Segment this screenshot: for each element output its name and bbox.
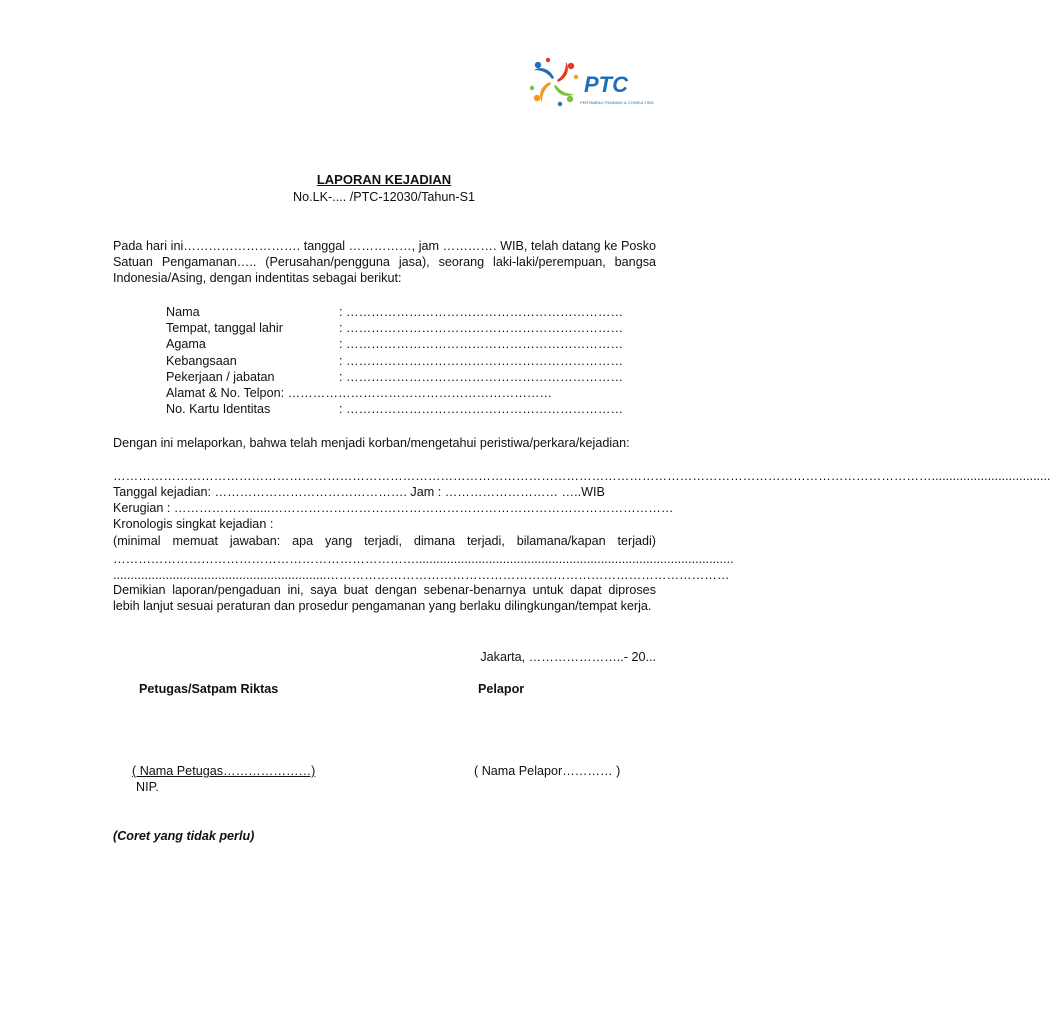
field-label: Tempat, tanggal lahir xyxy=(166,321,283,336)
field-row-occupation xyxy=(166,369,656,385)
field-label: Nama xyxy=(166,305,200,319)
logo-subtext: PERTAMINA TRAINING & CONSULTING xyxy=(580,100,654,105)
logo-text: PTC xyxy=(584,72,628,97)
chronology-label: Kronologis singkat kejadian : xyxy=(113,517,274,531)
field-row-nationality xyxy=(166,353,656,369)
loss-line: Kerugian : ………………......…………………………………………………………………………………… xyxy=(113,501,674,515)
field-label: No. Kartu Identitas xyxy=(166,402,271,417)
field-row-id-card xyxy=(166,401,656,417)
intro-paragraph: Pada hari ini………………………. tanggal ……………, jam …………. WIB, telah datang ke Posko Satuan Pengamanan….. (Perusahan/pengguna jasa), seorang laki-laki/perempuan, bangsa Indonesia/Asing, dengan indentitas sebagai berikut: xyxy=(113,239,656,286)
officer-title: Petugas/Satpam Riktas xyxy=(139,682,279,696)
closing-paragraph: Demikian laporan/pengaduan ini, saya buat dengan sebenar-benarnya untuk dapat diproses lebih lanjut sesuai peraturan dan prosedur pengamanan yang berlaku dilingkungan/tempat kerja. xyxy=(113,583,656,614)
document-number: No.LK-.... /PTC-12030/Tahun-S1 xyxy=(293,190,475,205)
field-value: : ………………………………………………………… xyxy=(339,402,624,417)
dotted-line: .............................................................…………………………………………………………………………………… xyxy=(113,568,730,582)
dotted-line: …………………………………………………………………………………………………………………………………………………………………………….................................. xyxy=(113,469,1051,483)
field-row-birth xyxy=(166,320,656,336)
field-value: : ………………………………………………………… xyxy=(339,321,624,336)
field-label: Pekerjaan / jabatan xyxy=(166,369,275,384)
strike-note: (Coret yang tidak perlu) xyxy=(113,829,255,843)
field-row-religion xyxy=(166,336,656,352)
field-row-address xyxy=(166,385,656,401)
field-value: : ………………………………………………………… xyxy=(339,305,624,319)
identity-fields xyxy=(166,304,656,417)
document-title: LAPORAN KEJADIAN xyxy=(316,172,452,187)
officer-name: ( Nama Petugas…………………) xyxy=(132,764,316,778)
field-label: Kebangsaan xyxy=(166,353,237,368)
field-value: : ………………………………………………………… xyxy=(339,353,624,368)
logo-pinwheel-icon xyxy=(530,58,578,106)
reporter-name: ( Nama Pelapor………… ) xyxy=(474,764,621,778)
field-value: : ………………………………………………………… xyxy=(339,337,624,352)
document-header xyxy=(0,172,768,205)
reporter-title: Pelapor xyxy=(478,682,525,696)
field-value: : ………………………………………………………… xyxy=(339,369,624,384)
chronology-hint: (minimal memuat jawaban: apa yang terjadi, dimana terjadi, bilamana/kapan terjadi) xyxy=(113,534,656,548)
dotted-line: ………………………………………………………………........................................................................................... xyxy=(113,552,734,566)
place-date: Jakarta, …………………..- 20... xyxy=(480,650,656,664)
field-label: Agama xyxy=(166,337,206,352)
field-row-name xyxy=(166,304,656,320)
field-inline: Alamat & No. Telpon: ……………………………………………………… xyxy=(166,385,553,400)
officer-nip: NIP. xyxy=(136,780,159,794)
ptc-logo xyxy=(528,54,652,110)
statement-paragraph: Dengan ini melaporkan, bahwa telah menjadi korban/mengetahui peristiwa/perkara/kejadian: xyxy=(113,436,630,450)
incident-date-line: Tanggal kejadian: ………………………………………. Jam : ……………………… …..WIB xyxy=(113,485,605,499)
